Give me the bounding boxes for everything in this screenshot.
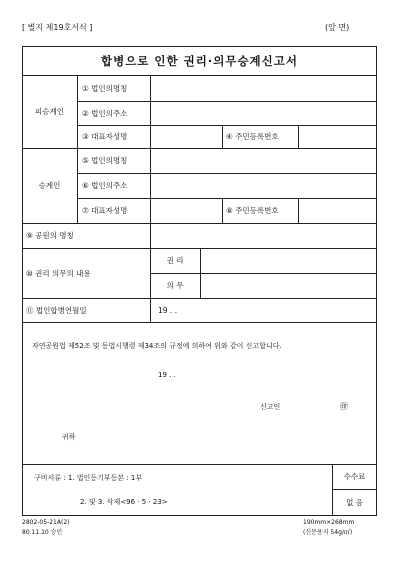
approval-date: 80.11.10 승인 — [22, 529, 63, 536]
field-label-park-name: ⑨ 공원의 명칭 — [26, 231, 74, 240]
form-number: [ 별지 제19호서식 ] — [22, 23, 93, 32]
field-label-corp-name: ① 법인의명칭 — [82, 83, 128, 93]
rep-name-field[interactable] — [152, 127, 220, 146]
recipient-label: 귀하 — [62, 433, 76, 441]
corp-name-field[interactable] — [152, 77, 374, 99]
applicant-label: 신고인 — [260, 403, 281, 411]
declaration-statement: 자연공원법 제52조 및 동법시행령 제34조의 규정에 의하여 위와 같이 신고합니다. — [32, 342, 282, 350]
field-label-rep-name: ⑦ 대표자성명 — [82, 206, 128, 215]
park-name-field[interactable] — [152, 225, 374, 246]
field-label-corp-address: ⑥ 법인의주소 — [82, 181, 128, 190]
rule — [22, 322, 377, 323]
rep-name-field[interactable] — [152, 200, 220, 221]
merge-date-field[interactable]: 19 . . — [158, 305, 178, 315]
rights-field[interactable] — [202, 250, 374, 271]
form-table — [22, 46, 377, 516]
resident-no-field[interactable] — [300, 127, 374, 146]
front-side-label: (앞 면) — [325, 23, 350, 32]
rule — [298, 125, 299, 148]
predecessor-label: 피승계인 — [35, 107, 64, 116]
declaration-date[interactable]: 19 . . — [158, 371, 176, 379]
field-label-resident-no: ④ 주민등록번호 — [226, 132, 279, 141]
paper-type: (신문용지 54g/㎡) — [303, 529, 353, 536]
successor-label: 승계인 — [38, 181, 61, 190]
corp-address-field[interactable] — [152, 103, 374, 123]
rule — [22, 223, 377, 224]
field-label-rep-name: ③ 대표자성명 — [82, 132, 128, 141]
form-title: 합병으로 인한 권리·의무승계신고서 — [100, 53, 298, 68]
rule — [222, 125, 223, 148]
rule — [200, 248, 201, 298]
field-label-rights-duties: ⑩ 권리 의무의 내용 — [26, 268, 91, 278]
rights-label: 권 리 — [166, 256, 184, 265]
paper-size: 190mm×268mm — [303, 519, 355, 526]
field-label-corp-address: ② 법인의주소 — [82, 108, 128, 118]
fee-label: 수수료 — [343, 472, 366, 481]
rule — [298, 198, 299, 223]
field-label-merge-date: ⑪ 법인합병연월일 — [26, 305, 87, 315]
resident-no-field[interactable] — [300, 200, 374, 221]
duties-label: 의 무 — [166, 281, 184, 290]
field-label-corp-name: ⑤ 법인의명칭 — [82, 156, 128, 165]
duties-field[interactable] — [202, 275, 374, 296]
rule — [22, 464, 377, 465]
required-documents: 구비서류 : 1. 법인등기부등본 : 1부 — [34, 474, 143, 482]
seal-mark: ㊞ — [340, 402, 348, 411]
border-right — [376, 46, 377, 516]
corp-name-field[interactable] — [152, 150, 374, 171]
rule — [77, 75, 78, 223]
required-documents-note: 2. 및 3. 삭제<96 · 5 · 23> — [80, 498, 168, 506]
fee-value: 없 음 — [346, 497, 363, 507]
border-bottom — [22, 515, 377, 516]
rule — [222, 198, 223, 223]
field-label-resident-no: ⑧ 주민등록번호 — [226, 206, 279, 215]
form-code: 2802-05-21A(2) — [22, 519, 70, 526]
corp-address-field[interactable] — [152, 175, 374, 196]
